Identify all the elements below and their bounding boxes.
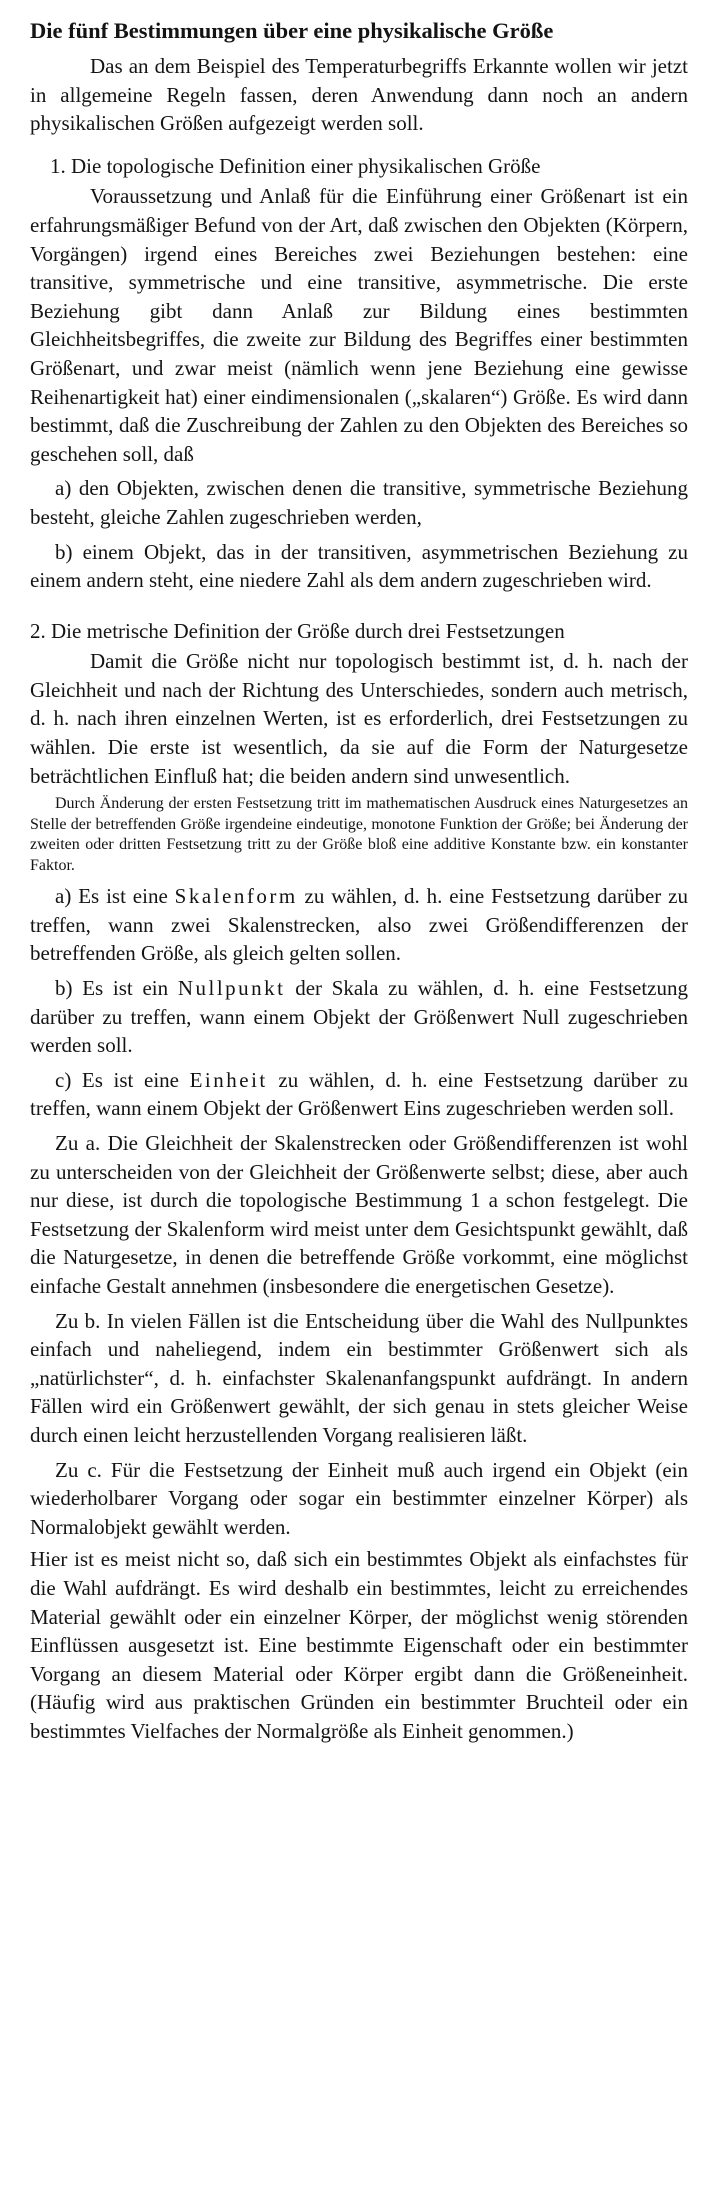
intro-paragraph: Das an dem Beispiel des Temperaturbegriffs Erkannte wollen wir jetzt in allgemeine Regeln fassen, deren Anwendung dann noch an andern physikalischen Größen aufgezeigt werden soll. xyxy=(30,54,688,136)
section-1-heading: 1. Die topologische Definition einer physikalischen Größe xyxy=(50,153,541,178)
note-zu-c: Zu c. Für die Festsetzung der Einheit muß auch irgend ein Objekt (ein wiederholbarer Vorgang oder sogar ein bestimmter einzelner Körper) als Normalobjekt gewählt werden. xyxy=(30,1457,688,1539)
page-title: Die fünf Bestimmungen über eine physikalische Größe xyxy=(30,18,554,43)
section-2-footnote: Durch Änderung der ersten Festsetzung tritt im mathematischen Ausdruck eines Naturgesetzes an Stelle der betreffenden Größe irgendeine eindeutige, monotone Funktion der Größe; bei Änderung der zweiten oder dritten Festsetzung tritt zu der Größe bloß eine additive Konstante bzw. ein konstanter Faktor. xyxy=(30,795,688,874)
section-2-item-b xyxy=(30,974,688,1060)
note-zu-b: Zu b. In vielen Fällen ist die Entscheidung über die Wahl des Nullpunktes einfach und naheliegend, indem ein bestimmter Größenwert sich als „natürlichster“, d. h. einfachster Skalenanfangspunkt aufdrängt. In andern Fällen wird ein Größenwert gewählt, der sich genau in stets gleicher Weise durch einen leicht herzustellenden Vorgang realisieren läßt. xyxy=(30,1308,688,1447)
item-a-suffix: zu wählen, d. h. eine Festsetzung darüber zu treffen, wann zwei Skalenstrecken, also zwei Größendifferenzen der betreffenden Größe, als gleich gelten sollen. xyxy=(30,884,689,966)
section-2-item-c xyxy=(30,1066,688,1123)
item-a-keyword: Skalenform xyxy=(174,884,298,909)
section-2-item-a xyxy=(30,882,688,968)
item-c-suffix: zu wählen, d. h. eine Festsetzung darüber zu treffen, wann einem Objekt der Größenwert Eins zugeschrieben werden soll. xyxy=(30,1067,688,1121)
note-zu-c-continuation: Hier ist es meist nicht so, daß sich ein bestimmtes Objekt als einfachstes für die Wahl aufdrängt. Es wird deshalb ein bestimmtes, leicht zu erreichendes Material gewählt oder ein einzelner Körper, der möglichst wenig störenden Einflüssen ausgesetzt ist. Eine bestimmte Eigenschaft oder ein bestimmter Vorgang an diesem Material oder Körper ergibt dann die Größeneinheit. (Häufig wird aus praktischen Gründen ein bestimmter Bruchteil oder ein bestimmtes Vielfaches der Normalgröße als Einheit genommen.) xyxy=(30,1547,688,1743)
section-1-item-a: a) den Objekten, zwischen denen die transitive, symmetrische Beziehung besteht, gleiche Zahlen zugeschrieben werden, xyxy=(30,476,688,529)
item-b-keyword: Nullpunkt xyxy=(177,976,286,1001)
section-1-paragraph: Voraussetzung und Anlaß für die Einführung einer Größenart ist ein erfahrungsmäßiger Befund von der Art, daß zwischen den Objekten (Körpern, Vorgängen) irgend eines Bereiches zwei Beziehungen bestehen: eine transitive, symmetrische und eine transitive, asymmetrische. Die erste Beziehung gibt dann Anlaß zur Bildung eines bestimmten Gleichheitsbegriffes, die zweite zur Bildung des Begriffes einer bestimmten Größenart, und zwar meist (nämlich wenn jene Beziehung eine gewisse Reihenartigkeit hat) einer eindimensionalen („skalaren“) Größe. Es wird dann bestimmt, daß die Zuschreibung der Zahlen zu den Objekten des Bereiches so geschehen soll, daß xyxy=(30,184,688,466)
item-c-keyword: Einheit xyxy=(189,1067,268,1092)
section-1-item-b: b) einem Objekt, das in der transitiven, asymmetrischen Beziehung zu einem andern steht, eine niedere Zahl als dem andern zugeschrieben wird. xyxy=(30,539,688,593)
item-a-prefix: a) Es ist eine xyxy=(55,884,175,909)
note-zu-a: Zu a. Die Gleichheit der Skalenstrecken oder Größendifferenzen ist wohl zu unterscheiden von der Gleichheit der Größenwerte selbst; diese, aber auch nur diese, ist durch die topologische Bestimmung 1 a schon festgelegt. Die Festsetzung der Skalenform wird meist unter dem Gesichtspunkt gewählt, daß die Naturgesetze, in denen die betreffende Größe vorkommt, eine möglichst einfache Gestalt annehmen (insbesondere die energetischen Gesetze). xyxy=(30,1131,688,1298)
item-b-suffix: der Skala zu wählen, d. h. eine Festsetzung darüber zu treffen, wann einem Objekt der Größenwert Null zugeschrieben werden soll. xyxy=(30,976,688,1058)
section-2-paragraph: Damit die Größe nicht nur topologisch bestimmt ist, d. h. nach der Gleichheit und nach der Richtung des Unterschiedes, sondern auch metrisch, d. h. nach ihren einzelnen Werten, ist es erforderlich, drei Festsetzungen zu wählen. Die erste ist wesentlich, da sie auf die Form der Naturgesetze beträchtlichen Einfluß hat; die beiden andern sind unwesentlich. xyxy=(30,649,688,788)
item-b-prefix: b) Es ist ein xyxy=(55,976,178,1001)
section-2-heading: 2. Die metrische Definition der Größe durch drei Festsetzungen xyxy=(30,618,565,643)
item-c-prefix: c) Es ist eine xyxy=(55,1067,190,1092)
